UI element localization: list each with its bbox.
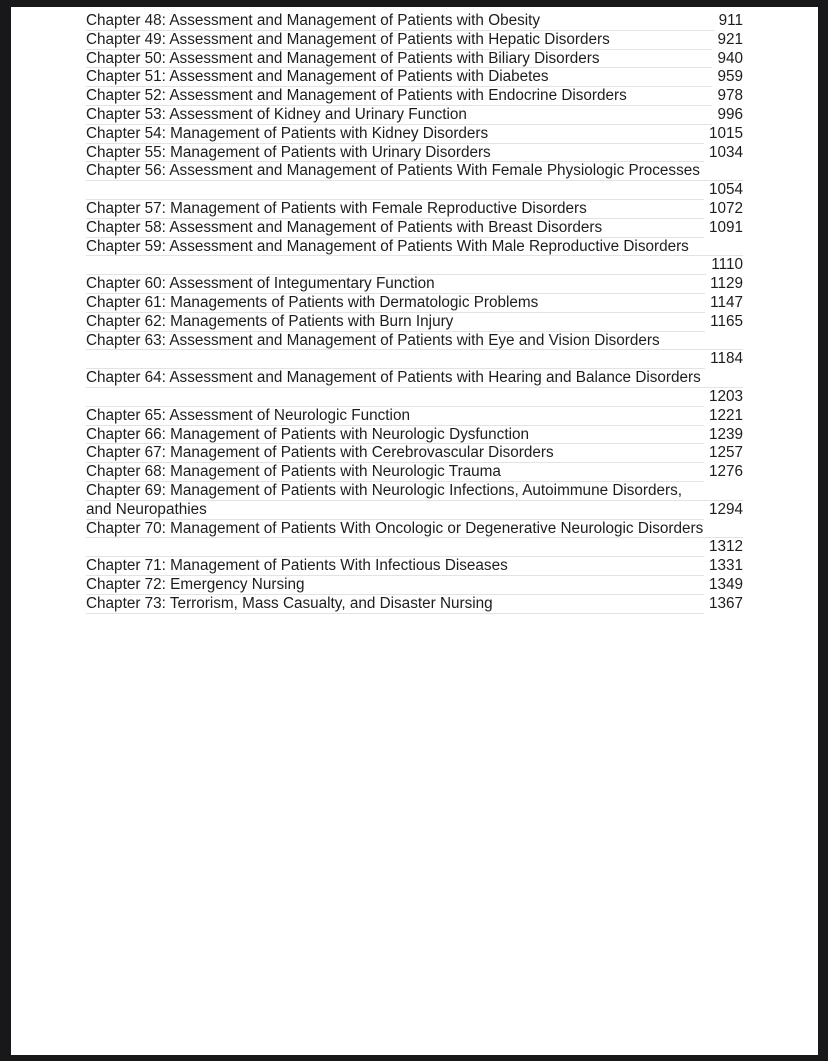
toc-row <box>86 50 743 69</box>
chapter-title: Chapter 56: Assessment and Management of Patients With Female Physiologic Processes <box>86 162 700 180</box>
chapter-title: Chapter 60: Assessment of Integumentary Function <box>86 275 435 293</box>
leader-line <box>701 369 743 388</box>
leader-line <box>587 200 704 219</box>
leader-line <box>554 444 704 463</box>
leader-line <box>549 68 713 87</box>
page-number: 1015 <box>708 124 743 142</box>
toc-row <box>86 200 743 219</box>
toc-row <box>86 407 743 426</box>
toc-row <box>86 463 743 482</box>
leader-line <box>488 125 704 144</box>
leader-line <box>305 576 704 595</box>
toc-row <box>86 162 743 181</box>
page-number: 1184 <box>710 350 743 368</box>
chapter-title: Chapter 69: Management of Patients with Neurologic Infections, Autoimmune Disorders, <box>86 481 683 499</box>
leader-line <box>86 181 704 200</box>
page-number: 1072 <box>708 199 743 217</box>
page-number: 1165 <box>710 312 743 330</box>
toc-row <box>86 444 743 463</box>
chapter-title: Chapter 51: Assessment and Management of Patients with Diabetes <box>86 68 549 86</box>
chapter-title: Chapter 62: Managements of Patients with Burn Injury <box>86 312 454 330</box>
document-page <box>11 7 818 1055</box>
toc-row <box>86 501 743 520</box>
page-number: 1034 <box>708 143 743 161</box>
toc-row <box>86 538 743 557</box>
toc-row <box>86 313 743 332</box>
leader-line <box>435 275 705 294</box>
leader-line <box>207 501 704 520</box>
page-number: 1239 <box>708 425 743 443</box>
leader-line <box>453 313 705 332</box>
leader-line <box>86 538 704 557</box>
chapter-title: Chapter 59: Assessment and Management of Patients With Male Reproductive Disorders <box>86 237 689 255</box>
chapter-title: Chapter 70: Management of Patients With Oncologic or Degenerative Neurologic Disorders <box>86 519 704 537</box>
leader-line <box>529 426 704 445</box>
leader-line <box>660 332 743 351</box>
leader-line <box>491 144 704 163</box>
toc-row <box>86 256 743 275</box>
toc-row <box>86 181 743 200</box>
chapter-title: Chapter 72: Emergency Nursing <box>86 575 305 593</box>
chapter-title: Chapter 66: Management of Patients with Neurologic Dysfunction <box>86 425 529 443</box>
chapter-title: Chapter 61: Managements of Patients with Dermatologic Problems <box>86 293 539 311</box>
leader-line <box>410 407 704 426</box>
page-number: 959 <box>717 68 743 86</box>
toc-row <box>86 557 743 576</box>
leader-line <box>600 50 713 69</box>
leader-line <box>86 388 704 407</box>
leader-line <box>627 87 713 106</box>
toc-row <box>86 576 743 595</box>
page-number: 1221 <box>708 406 743 424</box>
toc-row <box>86 68 743 87</box>
leader-line <box>602 219 704 238</box>
page-number: 911 <box>718 12 743 29</box>
toc-row <box>86 332 743 351</box>
page-number: 1147 <box>710 293 743 311</box>
toc-row <box>86 388 743 407</box>
toc-row <box>86 482 743 501</box>
chapter-title: Chapter 53: Assessment of Kidney and Urinary Function <box>86 105 467 123</box>
leader-line <box>700 162 743 181</box>
chapter-title: Chapter 73: Terrorism, Mass Casualty, and Disaster Nursing <box>86 594 493 612</box>
table-of-contents <box>11 7 818 614</box>
page-number: 1312 <box>708 538 743 556</box>
toc-row <box>86 520 743 539</box>
chapter-title: Chapter 50: Assessment and Management of Patients with Biliary Disorders <box>86 49 600 67</box>
toc-row <box>86 595 743 614</box>
toc-row <box>86 238 743 257</box>
leader-line <box>689 238 743 257</box>
leader-line <box>86 350 705 369</box>
leader-line <box>703 520 743 539</box>
toc-row <box>86 275 743 294</box>
chapter-title: Chapter 55: Management of Patients with Urinary Disorders <box>86 143 491 161</box>
page-number: 1054 <box>708 181 743 199</box>
chapter-title: Chapter 68: Management of Patients with Neurologic Trauma <box>86 463 501 481</box>
chapter-title: Chapter 64: Assessment and Management of Patients with Hearing and Balance Disorders <box>86 369 701 387</box>
toc-row <box>86 350 743 369</box>
toc-row <box>86 219 743 238</box>
toc-row <box>86 106 743 125</box>
toc-row <box>86 125 743 144</box>
toc-row <box>86 87 743 106</box>
leader-line <box>501 463 704 482</box>
page-number: 1367 <box>708 594 743 612</box>
page-number: 1203 <box>708 387 743 405</box>
chapter-title: Chapter 71: Management of Patients With Infectious Diseases <box>86 557 508 575</box>
page-number: 1331 <box>708 557 743 575</box>
page-number: 1349 <box>708 575 743 593</box>
chapter-title: Chapter 67: Management of Patients with Cerebrovascular Disorders <box>86 444 554 462</box>
chapter-title: Chapter 48: Assessment and Management of Patients with Obesity <box>86 12 541 29</box>
page-number: 978 <box>717 87 743 105</box>
toc-row <box>86 144 743 163</box>
toc-row <box>86 31 743 50</box>
page-number: 996 <box>717 105 743 123</box>
page-number: 1129 <box>710 275 743 293</box>
chapter-title: Chapter 57: Management of Patients with Female Reproductive Disorders <box>86 199 587 217</box>
chapter-title: Chapter 65: Assessment of Neurologic Function <box>86 406 410 424</box>
chapter-title: Chapter 63: Assessment and Management of Patients with Eye and Vision Disorders <box>86 331 660 349</box>
chapter-title: Chapter 52: Assessment and Management of Patients with Endocrine Disorders <box>86 87 627 105</box>
page-number: 1294 <box>708 500 743 518</box>
leader-line <box>540 12 714 31</box>
toc-row <box>86 369 743 388</box>
chapter-title: Chapter 49: Assessment and Management of Patients with Hepatic Disorders <box>86 30 610 48</box>
page-number: 921 <box>717 30 743 48</box>
leader-line <box>508 557 704 576</box>
chapter-title: Chapter 58: Assessment and Management of Patients with Breast Disorders <box>86 218 603 236</box>
leader-line <box>538 294 705 313</box>
leader-line <box>610 31 713 50</box>
page-number: 1091 <box>708 218 743 236</box>
leader-line <box>86 256 706 275</box>
page-number: 940 <box>717 49 743 67</box>
leader-line <box>467 106 713 125</box>
page-number: 1257 <box>708 444 743 462</box>
chapter-title: and Neuropathies <box>86 500 207 518</box>
page-number: 1110 <box>711 256 743 274</box>
chapter-title: Chapter 54: Management of Patients with Kidney Disorders <box>86 124 489 142</box>
leader-line <box>493 595 704 614</box>
page-number: 1276 <box>708 463 743 481</box>
toc-row <box>86 12 743 31</box>
toc-row <box>86 426 743 445</box>
toc-row <box>86 294 743 313</box>
leader-line <box>682 482 743 501</box>
